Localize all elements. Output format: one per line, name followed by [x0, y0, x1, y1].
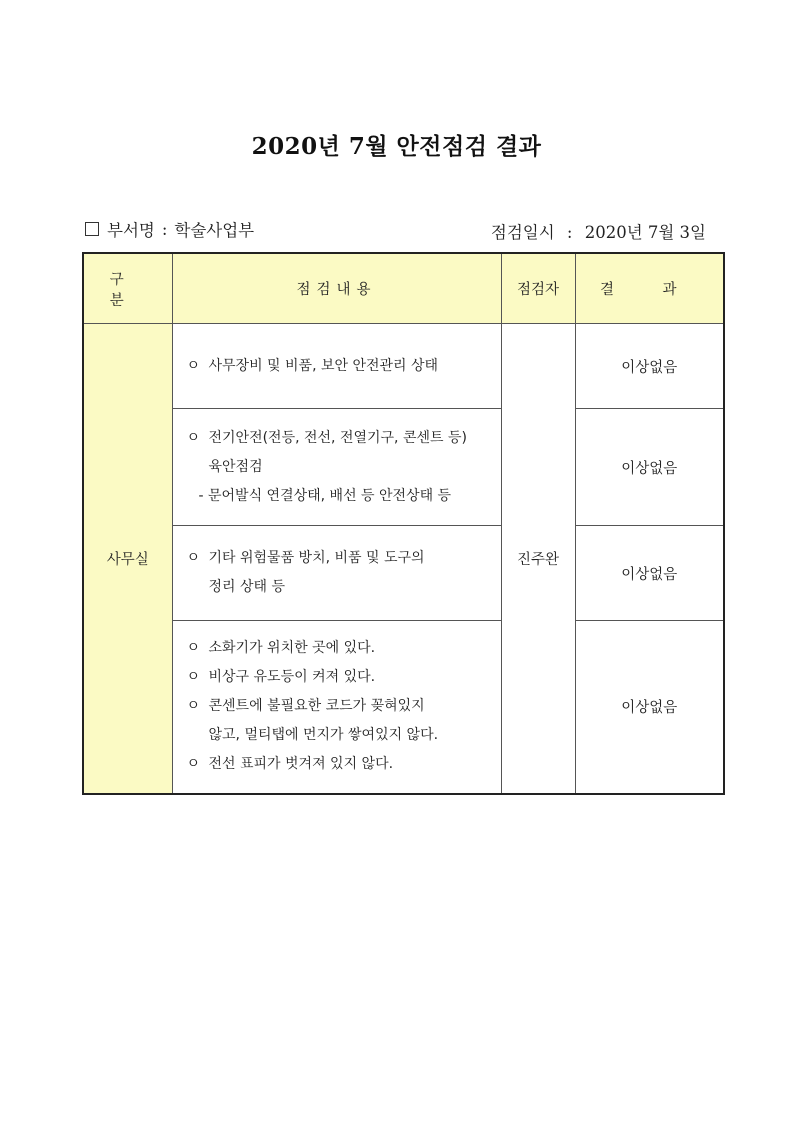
table-row	[83, 621, 724, 794]
header-result: 결 과	[575, 253, 724, 324]
category-cell: 사무실	[83, 324, 172, 794]
content-text: 소화기가 위치한 곳에 있다.	[208, 640, 376, 657]
content-line: 육안점검	[208, 458, 263, 475]
department-info	[85, 217, 254, 241]
result-cell: 이상없음	[575, 409, 724, 526]
content-line: 정리 상태 등	[208, 579, 286, 595]
table-row	[83, 409, 724, 526]
content-cell	[172, 409, 501, 526]
content-text: 사무장비 및 비품, 보안 안전관리 상태	[208, 357, 439, 374]
bullet-icon: ㅇ	[186, 756, 201, 773]
inspector-cell: 진주완	[501, 324, 575, 794]
content-line	[187, 352, 501, 381]
department-separator: :	[161, 219, 168, 239]
inspection-date-info	[491, 219, 706, 243]
bullet-icon: ㅇ	[186, 640, 201, 657]
content-cell	[172, 621, 501, 794]
inspection-date-label: 점검일시	[490, 223, 555, 242]
department-value: 학술사업부	[174, 221, 255, 240]
result-cell: 이상없음	[575, 324, 724, 409]
bullet-icon: ㅇ	[186, 429, 201, 446]
content-sub-line: - 문어발식 연결상태, 배선 등 안전상태 등	[198, 487, 452, 504]
content-cell	[172, 324, 501, 409]
header-inspector: 점검자	[501, 253, 575, 324]
result-cell: 이상없음	[575, 526, 724, 621]
content-text: 기타 위험물품 방치, 비품 및 도구의	[208, 550, 425, 566]
content-text: 전선 표피가 벗겨져 있지 않다.	[208, 756, 394, 773]
document-title: 2020년 7월 안전점검 결과	[251, 133, 542, 160]
table-row	[83, 324, 724, 409]
inspection-date-separator: :	[566, 223, 573, 242]
content-text: 전기안전(전등, 전선, 전열기구, 콘센트 등)	[208, 429, 467, 446]
header-content: 점검내용	[172, 253, 501, 324]
result-cell: 이상없음	[575, 621, 724, 794]
content-text: 콘센트에 불필요한 코드가 꽂혀있지	[208, 698, 425, 715]
inspection-table	[82, 252, 725, 795]
content-line	[187, 692, 501, 721]
content-line: 않고, 멀티탭에 먼지가 쌓여있지 않다.	[208, 727, 439, 744]
bullet-icon: ㅇ	[186, 698, 201, 715]
bullet-icon: ㅇ	[186, 357, 201, 374]
checkbox-icon	[85, 222, 99, 236]
content-line	[187, 663, 501, 692]
inspection-date-value: 2020년 7월 3일	[584, 223, 706, 242]
header-category: 구 분	[83, 253, 172, 324]
content-line	[187, 750, 501, 779]
content-line	[187, 424, 501, 453]
content-line	[187, 544, 501, 573]
department-label: 부서명	[107, 221, 155, 240]
table-header-row	[83, 253, 724, 324]
bullet-icon: ㅇ	[186, 550, 201, 566]
table-row	[83, 526, 724, 621]
content-line	[187, 634, 501, 663]
content-text: 비상구 유도등이 켜져 있다.	[208, 669, 376, 686]
bullet-icon: ㅇ	[186, 669, 201, 686]
content-cell	[172, 526, 501, 621]
